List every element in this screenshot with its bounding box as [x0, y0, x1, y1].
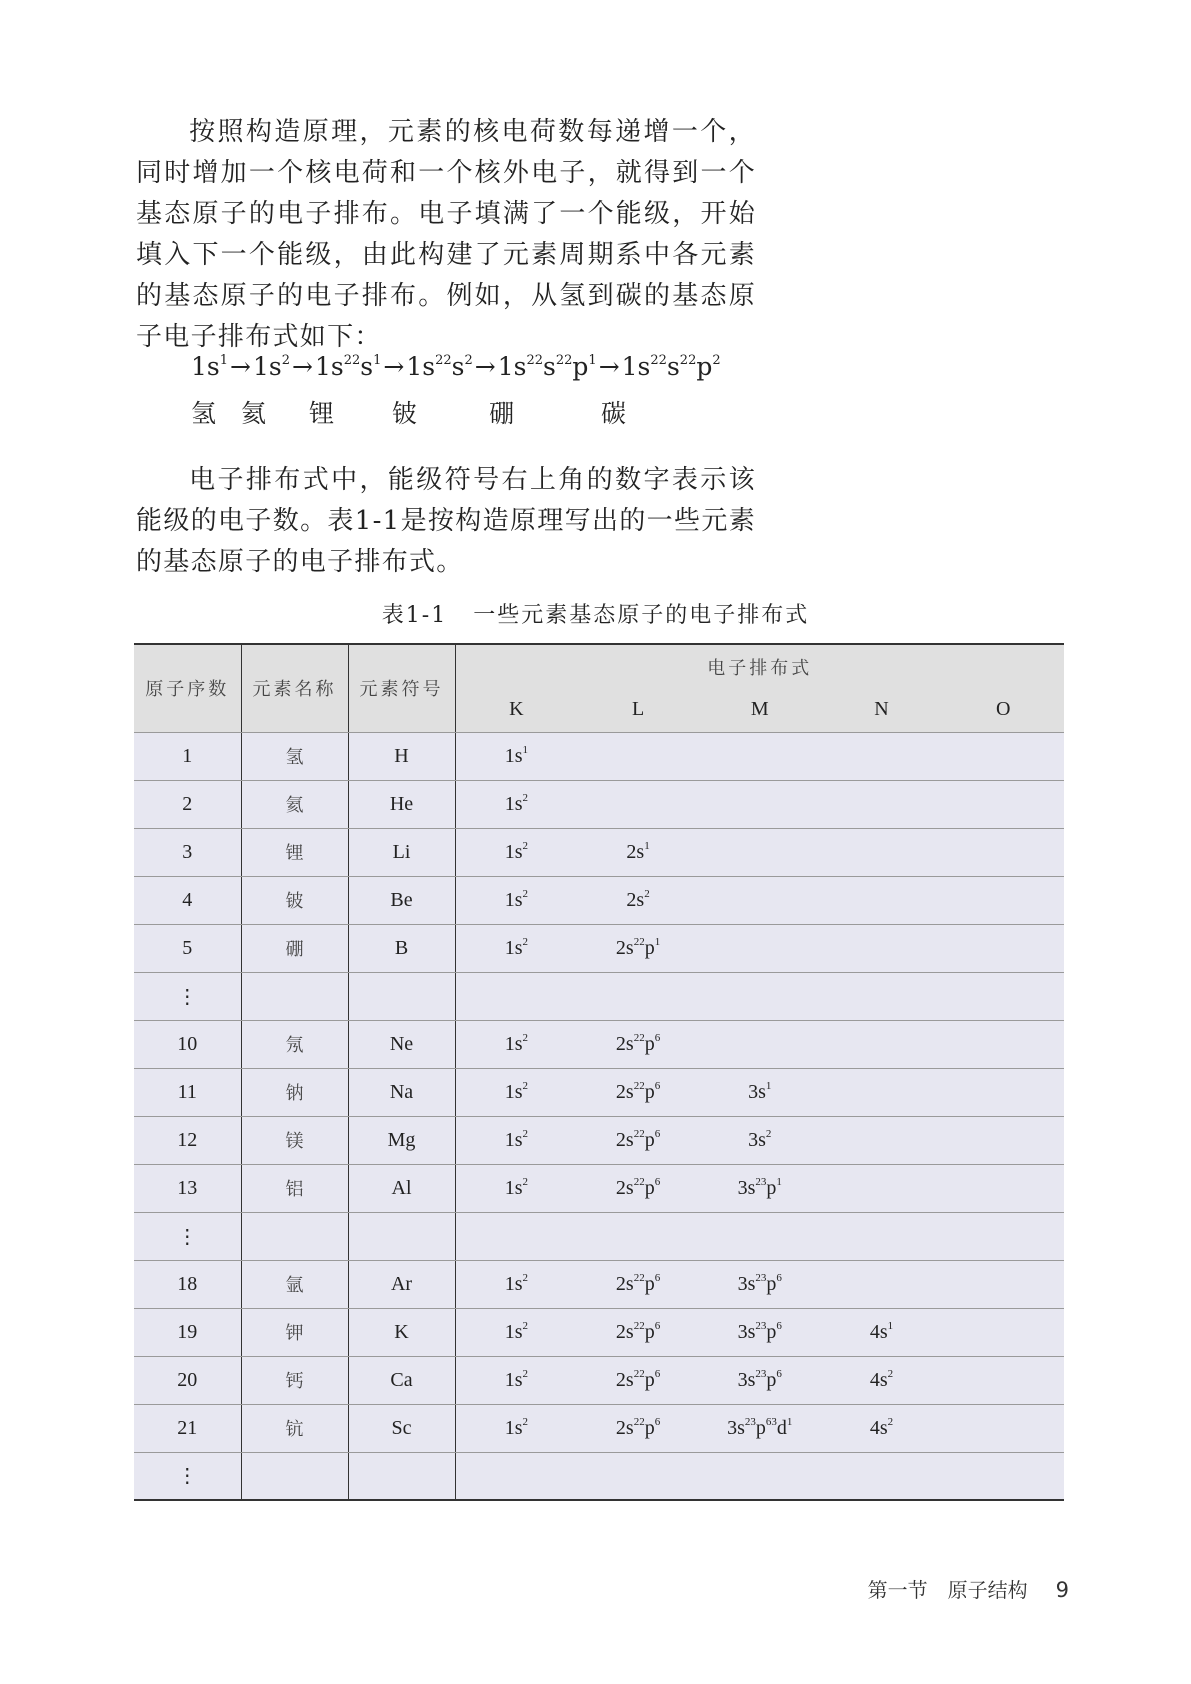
element-name-cell	[241, 972, 348, 1020]
shell-config: $1s^2$	[504, 1319, 528, 1343]
table-row	[134, 1356, 1064, 1404]
element-symbol-cell: Be	[348, 876, 455, 924]
table-row	[134, 780, 1064, 828]
element-symbol-cell: Ne	[348, 1020, 455, 1068]
table-row	[134, 1212, 1064, 1260]
element-symbol-cell	[348, 972, 455, 1020]
table-row	[134, 924, 1064, 972]
shell-config: $2s^{22}p^1$	[615, 935, 661, 959]
element-name-cell: 锂	[241, 828, 348, 876]
configuration-cell	[455, 972, 1064, 1020]
configuration-cell	[455, 732, 1064, 780]
shell-config: $1s^1$	[504, 743, 528, 767]
arrow-icon: →	[474, 352, 496, 381]
atomic-number-cell: 13	[134, 1164, 241, 1212]
header-shells	[455, 688, 1064, 732]
configuration-cell	[455, 924, 1064, 972]
atomic-number-cell: 18	[134, 1260, 241, 1308]
atomic-number-cell: 2	[134, 780, 241, 828]
element-name-cell: 钪	[241, 1404, 348, 1452]
shell-config: $2s^{22}p^6$	[615, 1367, 661, 1391]
header-element-name: 元素名称	[241, 644, 348, 732]
table-row	[134, 1116, 1064, 1164]
element-name-cell: 硼	[241, 924, 348, 972]
shell-config: $3s^{23}p^6$	[737, 1319, 782, 1343]
atomic-number-cell: 5	[134, 924, 241, 972]
configuration-step: $1s^{22}s^{22}p^1$	[497, 352, 597, 381]
shell-config: $3s^{23}p^6$	[737, 1367, 782, 1391]
table-row	[134, 876, 1064, 924]
element-symbol-cell: Sc	[348, 1404, 455, 1452]
shell-config: $4s^1$	[869, 1319, 894, 1343]
shell-config: $2s^{22}p^6$	[615, 1319, 661, 1343]
page-number: 9	[1055, 1578, 1069, 1602]
table-row	[134, 1404, 1064, 1452]
paragraph-explanation	[136, 460, 756, 583]
paragraph-explanation-text: 电子排布式中，能级符号右上角的数字表示该能级的电子数。表1-1是按构造原理写出的一些元素的基态原子的电子排布式。	[136, 465, 756, 577]
atomic-number-cell: 3	[134, 828, 241, 876]
table-row	[134, 1164, 1064, 1212]
configuration-cell	[455, 1356, 1064, 1404]
footer-section-title: 第一节 原子结构	[867, 1578, 1028, 1602]
shell-config: $2s^{22}p^6$	[615, 1271, 661, 1295]
paragraph-intro-text: 按照构造原理，元素的核电荷数每递增一个，同时增加一个核电荷和一个核外电子，就得到一个基态原子的电子排布。电子填满了一个能级，开始填入下一个能级，由此构建了元素周期系中各元素的基态原子的电子排布。例如，从氢到碳的基态原子电子排布式如下：	[136, 117, 756, 352]
shell-config: $2s^{22}p^6$	[615, 1079, 661, 1103]
atomic-number-cell: 21	[134, 1404, 241, 1452]
shell-config: $3s^{23}p^6$	[737, 1271, 782, 1295]
shell-config: $4s^2$	[869, 1367, 894, 1391]
shell-config: $3s^{23}p^1$	[737, 1175, 782, 1199]
shell-config: $1s^2$	[504, 1415, 528, 1439]
atomic-number-cell: 19	[134, 1308, 241, 1356]
shell-config: $2s^2$	[626, 887, 650, 911]
atomic-number-cell: 20	[134, 1356, 241, 1404]
configuration-cell	[455, 1452, 1064, 1500]
shell-config: $4s^2$	[869, 1415, 894, 1439]
table-row	[134, 828, 1064, 876]
shell-config: $2s^{22}p^6$	[615, 1415, 661, 1439]
element-name-cell: 氖	[241, 1020, 348, 1068]
atomic-number-cell: ⋮	[134, 972, 241, 1020]
shell-config: $1s^2$	[504, 1367, 528, 1391]
configuration-cell	[455, 876, 1064, 924]
configuration-cell	[455, 828, 1064, 876]
configuration-sequence	[191, 352, 721, 381]
element-name-cell: 镁	[241, 1116, 348, 1164]
atomic-number-cell: ⋮	[134, 1452, 241, 1500]
table-caption	[0, 598, 1191, 629]
element-symbol-cell: Li	[348, 828, 455, 876]
configuration-step: $1s^{22}s^1$	[314, 352, 382, 381]
shell-config: $2s^1$	[626, 839, 650, 863]
configuration-cell	[455, 780, 1064, 828]
configuration-step: $1s^{22}s^2$	[406, 352, 473, 381]
element-name-cell: 氢	[241, 732, 348, 780]
shell-config: $2s^{22}p^6$	[615, 1031, 661, 1055]
element-name-cell	[241, 1452, 348, 1500]
element-symbol-cell	[348, 1452, 455, 1500]
configuration-element-name: 碳	[601, 399, 627, 428]
element-symbol-cell: Mg	[348, 1116, 455, 1164]
shell-header: M	[750, 698, 769, 721]
arrow-icon: →	[292, 352, 313, 381]
configuration-element-name: 硼	[489, 399, 515, 428]
element-name-cell: 氩	[241, 1260, 348, 1308]
configuration-element-name: 氦	[241, 399, 267, 428]
configuration-cell	[455, 1020, 1064, 1068]
table-caption-title: 一些元素基态原子的电子排布式	[473, 603, 810, 628]
atomic-number-cell: 1	[134, 732, 241, 780]
shell-config: $3s^2$	[748, 1127, 772, 1151]
shell-config: $1s^2$	[504, 791, 528, 815]
shell-config: $1s^2$	[504, 1079, 528, 1103]
configuration-cell	[455, 1260, 1064, 1308]
element-symbol-cell: Al	[348, 1164, 455, 1212]
configuration-cell	[455, 1164, 1064, 1212]
atomic-number-cell: 11	[134, 1068, 241, 1116]
shell-header: L	[631, 698, 645, 721]
element-name-cell: 铍	[241, 876, 348, 924]
header-atomic-number: 原子序数	[134, 644, 241, 732]
table-row	[134, 1308, 1064, 1356]
element-symbol-cell: H	[348, 732, 455, 780]
element-symbol-cell: B	[348, 924, 455, 972]
configuration-element-names	[0, 394, 1191, 428]
shell-config: $1s^2$	[504, 1175, 528, 1199]
header-configuration: 电子排布式	[455, 644, 1064, 688]
element-name-cell	[241, 1212, 348, 1260]
shell-config: $2s^{22}p^6$	[615, 1175, 661, 1199]
element-symbol-cell: Ca	[348, 1356, 455, 1404]
shell-config: $2s^{22}p^6$	[615, 1127, 661, 1151]
configuration-cell	[455, 1404, 1064, 1452]
configuration-element-name: 铍	[392, 399, 418, 428]
configuration-cell	[455, 1068, 1064, 1116]
shell-header: K	[509, 698, 524, 721]
element-name-cell: 氦	[241, 780, 348, 828]
configuration-step: $1s^{22}s^{22}p^2$	[621, 352, 721, 381]
element-name-cell: 铝	[241, 1164, 348, 1212]
paragraph-intro	[136, 112, 756, 358]
atomic-number-cell: ⋮	[134, 1212, 241, 1260]
page-footer	[868, 1574, 1069, 1603]
atomic-number-cell: 4	[134, 876, 241, 924]
shell-config: $1s^2$	[504, 1031, 528, 1055]
element-symbol-cell: Ar	[348, 1260, 455, 1308]
table-row	[134, 1020, 1064, 1068]
table-caption-number: 表1-1	[381, 603, 448, 628]
table-row	[134, 1260, 1064, 1308]
arrow-icon: →	[230, 352, 251, 381]
configuration-element-name: 氢	[191, 399, 217, 428]
configuration-cell	[455, 1308, 1064, 1356]
element-symbol-cell: K	[348, 1308, 455, 1356]
shell-config: $1s^2$	[504, 935, 528, 959]
configuration-element-name: 锂	[309, 399, 335, 428]
atomic-number-cell: 12	[134, 1116, 241, 1164]
shell-config: $1s^2$	[504, 1271, 528, 1295]
table-row	[134, 1452, 1064, 1500]
header-element-symbol: 元素符号	[348, 644, 455, 732]
shell-config: $3s^1$	[748, 1079, 772, 1103]
element-symbol-cell: Na	[348, 1068, 455, 1116]
configuration-step: $1s^2$	[252, 352, 291, 381]
shell-config: $3s^{23}p^{63}d^1$	[727, 1415, 793, 1439]
shell-config: $1s^2$	[504, 839, 528, 863]
configuration-cell	[455, 1212, 1064, 1260]
table-row	[134, 972, 1064, 1020]
atomic-number-cell: 10	[134, 1020, 241, 1068]
table-row	[134, 732, 1064, 780]
arrow-icon: →	[598, 352, 620, 381]
shell-header: N	[874, 698, 889, 721]
shell-config: $1s^2$	[504, 1127, 528, 1151]
electron-configuration-table	[134, 643, 1064, 1501]
configuration-step: $1s^1$	[191, 352, 229, 381]
shell-header: O	[995, 698, 1011, 721]
element-symbol-cell	[348, 1212, 455, 1260]
element-name-cell: 钙	[241, 1356, 348, 1404]
element-name-cell: 钠	[241, 1068, 348, 1116]
arrow-icon: →	[383, 352, 405, 381]
table-row	[134, 1068, 1064, 1116]
element-symbol-cell: He	[348, 780, 455, 828]
element-name-cell: 钾	[241, 1308, 348, 1356]
configuration-cell	[455, 1116, 1064, 1164]
shell-config: $1s^2$	[504, 887, 528, 911]
